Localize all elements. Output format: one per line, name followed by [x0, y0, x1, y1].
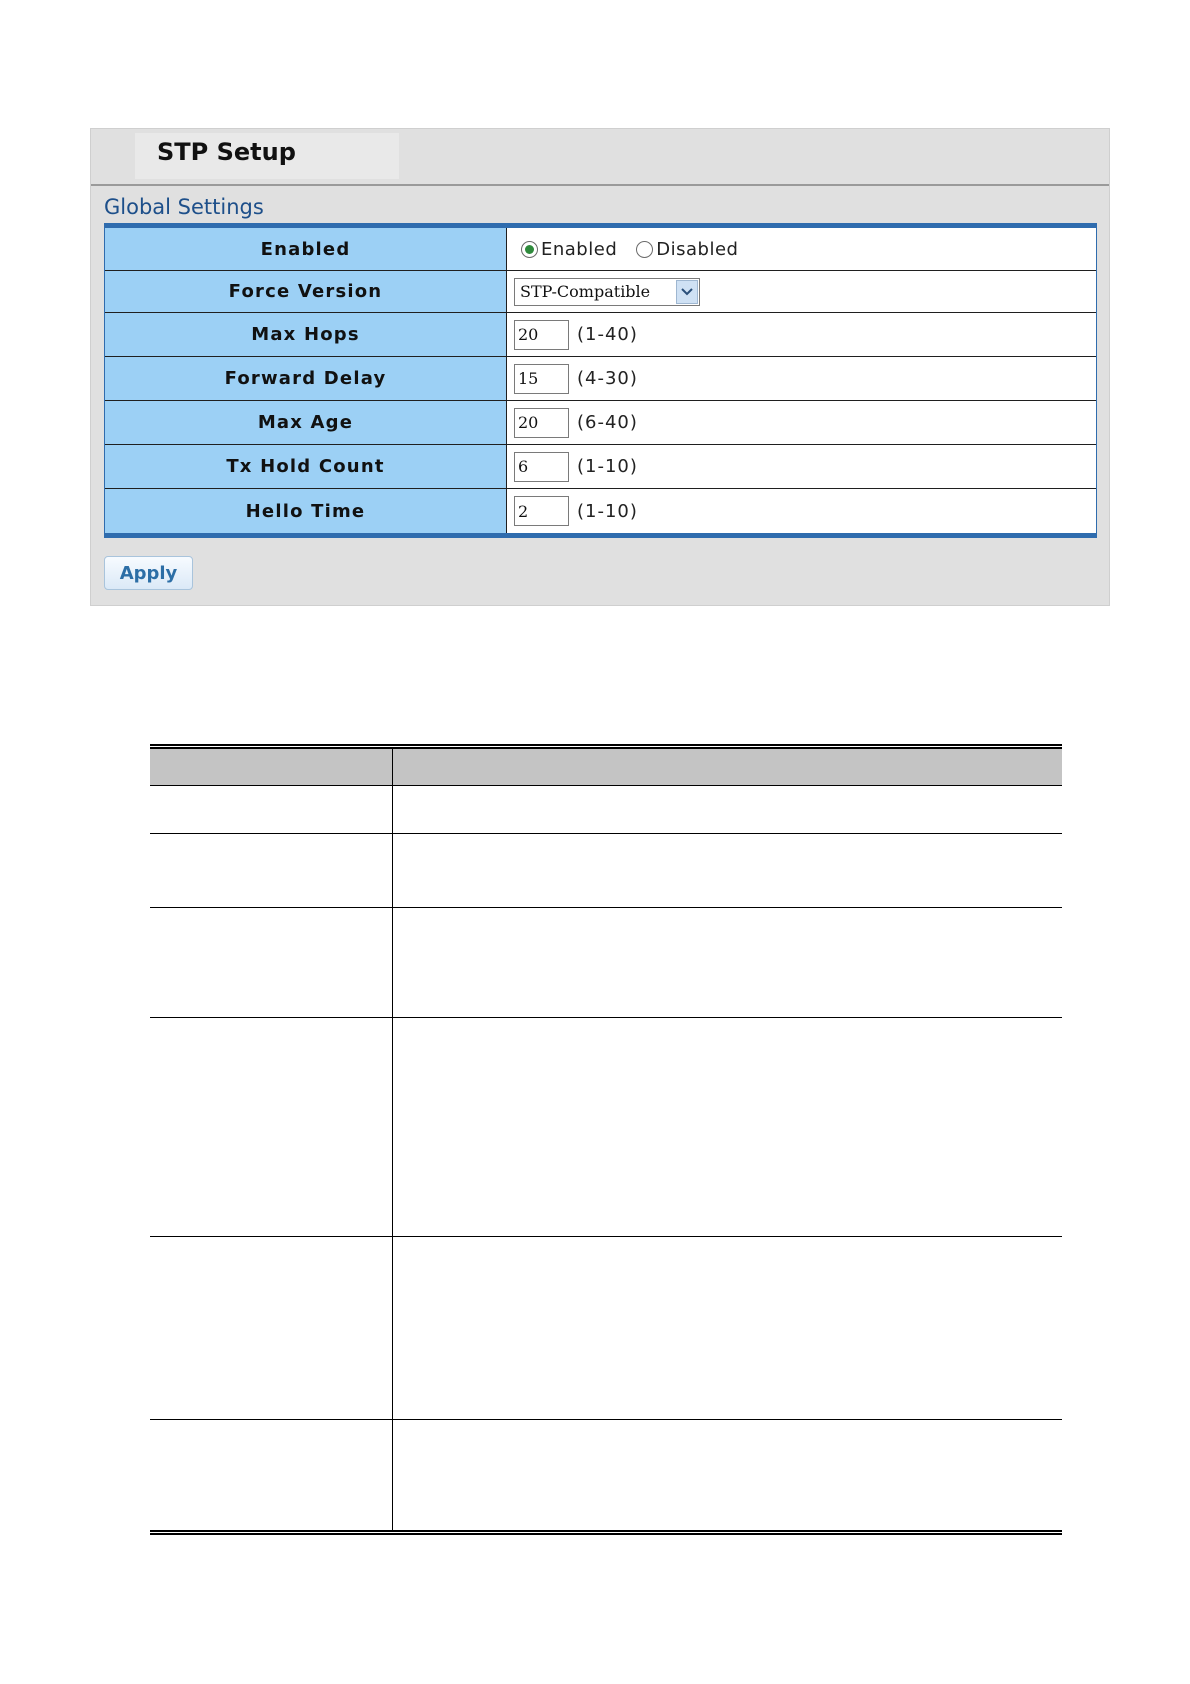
- section-title: Global Settings: [104, 195, 264, 219]
- description-table: [150, 744, 1062, 1535]
- table-row: [150, 786, 1062, 834]
- apply-button[interactable]: Apply: [104, 556, 193, 590]
- max-hops-input[interactable]: [514, 320, 569, 350]
- setting-value: [507, 271, 1096, 312]
- setting-value: [507, 445, 1096, 488]
- table-cell: [150, 834, 393, 907]
- table-cell: [150, 1018, 393, 1236]
- setting-label: Enabled: [105, 228, 507, 270]
- header-cell-object: [150, 749, 393, 785]
- radio-selected-dot: [525, 245, 534, 254]
- global-settings-table: [104, 223, 1097, 538]
- table-cell: [150, 786, 393, 833]
- radio-disabled-label[interactable]: Disabled: [656, 238, 739, 260]
- setting-row-enabled: [105, 228, 1096, 271]
- table-row: [150, 1420, 1062, 1530]
- table-cell: [393, 1420, 1062, 1530]
- forward-delay-input[interactable]: [514, 364, 569, 394]
- setting-label: Forward Delay: [105, 357, 507, 400]
- tx-hold-count-range: (1-10): [577, 456, 638, 477]
- table-cell: [150, 908, 393, 1017]
- title-divider: [91, 184, 1109, 186]
- force-version-selected: STP-Compatible: [520, 282, 651, 301]
- forward-delay-range: (4-30): [577, 368, 638, 389]
- setting-label: Max Age: [105, 401, 507, 444]
- table-cell: [393, 786, 1062, 833]
- setting-label: Tx Hold Count: [105, 445, 507, 488]
- setting-row-max-age: [105, 401, 1096, 445]
- stp-setup-panel: [90, 128, 1110, 606]
- setting-row-force-version: [105, 271, 1096, 313]
- chevron-down-icon[interactable]: [676, 280, 698, 304]
- tx-hold-count-input[interactable]: [514, 452, 569, 482]
- header-cell-description: [393, 749, 1062, 785]
- table-row: [150, 908, 1062, 1018]
- radio-enabled-label[interactable]: Enabled: [541, 238, 618, 260]
- radio-disabled[interactable]: [636, 241, 653, 258]
- setting-row-max-hops: [105, 313, 1096, 357]
- max-age-input[interactable]: [514, 408, 569, 438]
- radio-enabled[interactable]: [521, 241, 538, 258]
- table-cell: [150, 1420, 393, 1530]
- table-cell: [393, 1018, 1062, 1236]
- table-row: [150, 1018, 1062, 1237]
- setting-value: [507, 357, 1096, 400]
- table-cell: [393, 834, 1062, 907]
- setting-row-forward-delay: [105, 357, 1096, 401]
- setting-row-hello-time: [105, 489, 1096, 533]
- hello-time-input[interactable]: [514, 496, 569, 526]
- setting-value: [507, 313, 1096, 356]
- table-row: [150, 834, 1062, 908]
- max-age-range: (6-40): [577, 412, 638, 433]
- table-cell: [393, 1237, 1062, 1419]
- table-header-row: [150, 749, 1062, 786]
- setting-label: Hello Time: [105, 489, 507, 533]
- force-version-select[interactable]: [514, 278, 700, 306]
- setting-value: [507, 401, 1096, 444]
- setting-label: Max Hops: [105, 313, 507, 356]
- table-cell: [150, 1237, 393, 1419]
- setting-value: [507, 489, 1096, 533]
- setting-label: Force Version: [105, 271, 507, 312]
- page-title: STP Setup: [157, 138, 296, 166]
- setting-value: [507, 228, 1096, 270]
- table-row: [150, 1237, 1062, 1420]
- setting-row-tx-hold-count: [105, 445, 1096, 489]
- hello-time-range: (1-10): [577, 500, 638, 522]
- max-hops-range: (1-40): [577, 324, 638, 345]
- table-cell: [393, 908, 1062, 1017]
